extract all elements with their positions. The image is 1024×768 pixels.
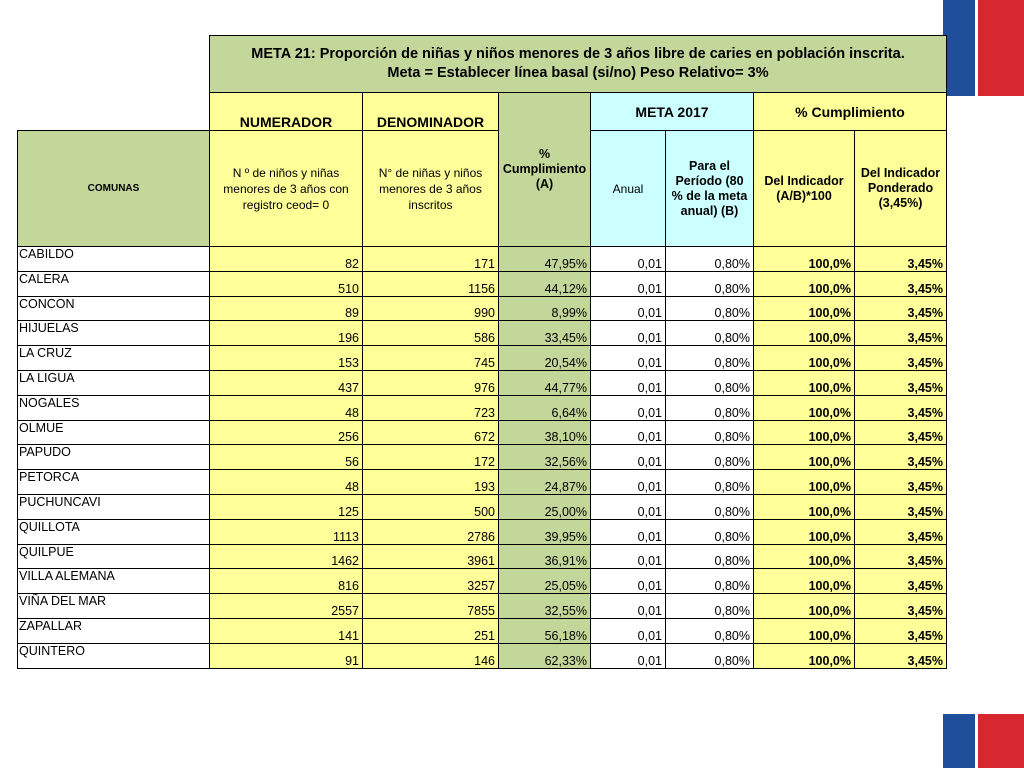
numerador-cell: 196 [210,321,363,346]
anual-cell: 0,01 [591,370,666,395]
cumplimiento-a-cell: 25,05% [499,569,591,594]
periodo-cell: 0,80% [666,247,754,272]
cumplimiento-a-cell: 36,91% [499,544,591,569]
periodo-cell: 0,80% [666,346,754,371]
table-row [18,569,947,594]
ponderado-cell: 3,45% [855,296,947,321]
periodo-cell: 0,80% [666,544,754,569]
ponderado-cell: 3,45% [855,321,947,346]
denominador-cell: 251 [363,618,499,643]
flag-decoration-bottom [943,714,1024,768]
comuna-cell: QUILPUE [18,544,210,569]
cumplimiento-a-cell: 6,64% [499,395,591,420]
numerador-cell: 2557 [210,594,363,619]
denominador-cell: 976 [363,370,499,395]
ponderado-cell: 3,45% [855,519,947,544]
denominador-cell: 672 [363,420,499,445]
del-indicador-cell: 100,0% [754,370,855,395]
comuna-cell: LA LIGUA [18,370,210,395]
denominador-cell: 172 [363,445,499,470]
table-row [18,321,947,346]
ponderado-cell: 3,45% [855,594,947,619]
pct-cumplimiento-header: % Cumplimiento [754,93,947,131]
del-indicador-cell: 100,0% [754,643,855,668]
ponderado-cell: 3,45% [855,643,947,668]
del-indicador-cell: 100,0% [754,247,855,272]
anual-cell: 0,01 [591,618,666,643]
periodo-cell: 0,80% [666,296,754,321]
table-row [18,395,947,420]
numerador-cell: 56 [210,445,363,470]
cumplimiento-a-cell: 33,45% [499,321,591,346]
denominador-cell: 193 [363,470,499,495]
del-indicador-cell: 100,0% [754,271,855,296]
anual-cell: 0,01 [591,321,666,346]
del-indicador-cell: 100,0% [754,494,855,519]
ponderado-cell: 3,45% [855,544,947,569]
numerador-cell: 141 [210,618,363,643]
comunas-header: COMUNAS [18,131,210,247]
cumplimiento-a-cell: 47,95% [499,247,591,272]
table-row [18,370,947,395]
numerador-cell: 510 [210,271,363,296]
comuna-cell: ZAPALLAR [18,618,210,643]
numerador-cell: 82 [210,247,363,272]
del-indicador-cell: 100,0% [754,594,855,619]
comuna-cell: QUINTERO [18,643,210,668]
cumplimiento-a-cell: 8,99% [499,296,591,321]
meta-2017-header: META 2017 [591,93,754,131]
comuna-cell: CONCON [18,296,210,321]
periodo-cell: 0,80% [666,618,754,643]
anual-cell: 0,01 [591,296,666,321]
comuna-cell: LA CRUZ [18,346,210,371]
numerador-cell: 256 [210,420,363,445]
del-indicador-cell: 100,0% [754,445,855,470]
anual-cell: 0,01 [591,544,666,569]
title-line-1: META 21: Proporción de niñas y niños menores de 3 años libre de caries en población inscrita. [251,46,905,62]
anual-cell: 0,01 [591,420,666,445]
periodo-cell: 0,80% [666,271,754,296]
cumplimiento-a-cell: 39,95% [499,519,591,544]
cumplimiento-a-cell: 32,55% [499,594,591,619]
table-row [18,346,947,371]
table-row [18,519,947,544]
table-row [18,618,947,643]
anual-cell: 0,01 [591,470,666,495]
anual-cell: 0,01 [591,346,666,371]
cumplimiento-a-cell: 24,87% [499,470,591,495]
cumplimiento-a-cell: 44,77% [499,370,591,395]
denominador-cell: 723 [363,395,499,420]
ponderado-cell: 3,45% [855,346,947,371]
anual-cell: 0,01 [591,519,666,544]
ponderado-cell: 3,45% [855,494,947,519]
del-indicador-cell: 100,0% [754,544,855,569]
ponderado-cell: 3,45% [855,569,947,594]
ponderado-header: Del Indicador Ponderado (3,45%) [855,131,947,247]
denominador-cell: 3257 [363,569,499,594]
anual-cell: 0,01 [591,643,666,668]
periodo-cell: 0,80% [666,519,754,544]
del-indicador-cell: 100,0% [754,346,855,371]
flag-decoration-top [943,0,1024,96]
del-indicador-cell: 100,0% [754,321,855,346]
title-line-2: Meta = Establecer línea basal (si/no) Peso Relativo= 3% [387,65,769,81]
cumplimiento-a-header: % Cumplimiento (A) [499,93,591,247]
denominador-cell: 990 [363,296,499,321]
del-indicador-cell: 100,0% [754,395,855,420]
table-row [18,247,947,272]
table-row [18,643,947,668]
anual-header: Anual [591,131,666,247]
table-row [18,420,947,445]
periodo-cell: 0,80% [666,569,754,594]
numerador-cell: 48 [210,395,363,420]
comuna-cell: OLMUE [18,420,210,445]
table-row [18,594,947,619]
cumplimiento-a-cell: 44,12% [499,271,591,296]
periodo-cell: 0,80% [666,445,754,470]
anual-cell: 0,01 [591,445,666,470]
comuna-cell: CALERA [18,271,210,296]
del-indicador-cell: 100,0% [754,296,855,321]
denominador-cell: 7855 [363,594,499,619]
ponderado-cell: 3,45% [855,420,947,445]
cumplimiento-a-cell: 32,56% [499,445,591,470]
cumplimiento-a-cell: 25,00% [499,494,591,519]
denominador-header: DENOMINADOR [363,93,499,131]
comuna-cell: VILLA ALEMANA [18,569,210,594]
numerador-cell: 91 [210,643,363,668]
numerador-cell: 153 [210,346,363,371]
table-row [18,470,947,495]
comuna-cell: NOGALES [18,395,210,420]
periodo-cell: 0,80% [666,321,754,346]
denominador-cell: 3961 [363,544,499,569]
ponderado-cell: 3,45% [855,395,947,420]
periodo-header: Para el Período (80 % de la meta anual) (B) [666,131,754,247]
comuna-cell: PETORCA [18,470,210,495]
denominador-description: N° de niñas y niños menores de 3 años inscritos [363,131,499,247]
anual-cell: 0,01 [591,395,666,420]
table-title [210,36,947,93]
ponderado-cell: 3,45% [855,271,947,296]
numerador-description: N º de niños y niñas menores de 3 años con registro ceod= 0 [210,131,363,247]
ponderado-cell: 3,45% [855,445,947,470]
comuna-cell: CABILDO [18,247,210,272]
numerador-cell: 89 [210,296,363,321]
del-indicador-header: Del Indicador (A/B)*100 [754,131,855,247]
periodo-cell: 0,80% [666,470,754,495]
numerador-header: NUMERADOR [210,93,363,131]
denominador-cell: 745 [363,346,499,371]
periodo-cell: 0,80% [666,370,754,395]
table-row [18,296,947,321]
denominador-cell: 2786 [363,519,499,544]
del-indicador-cell: 100,0% [754,470,855,495]
cumplimiento-a-cell: 38,10% [499,420,591,445]
table-row [18,494,947,519]
denominador-cell: 1156 [363,271,499,296]
anual-cell: 0,01 [591,494,666,519]
ponderado-cell: 3,45% [855,370,947,395]
anual-cell: 0,01 [591,594,666,619]
comuna-cell: HIJUELAS [18,321,210,346]
ponderado-cell: 3,45% [855,618,947,643]
meta-21-table [17,35,947,669]
del-indicador-cell: 100,0% [754,519,855,544]
comuna-cell: VIÑA DEL MAR [18,594,210,619]
anual-cell: 0,01 [591,569,666,594]
numerador-cell: 1113 [210,519,363,544]
periodo-cell: 0,80% [666,420,754,445]
cumplimiento-a-cell: 62,33% [499,643,591,668]
numerador-cell: 816 [210,569,363,594]
table-row [18,271,947,296]
table-row [18,445,947,470]
periodo-cell: 0,80% [666,643,754,668]
numerador-cell: 437 [210,370,363,395]
comuna-cell: PAPUDO [18,445,210,470]
del-indicador-cell: 100,0% [754,618,855,643]
cumplimiento-a-cell: 20,54% [499,346,591,371]
numerador-cell: 48 [210,470,363,495]
cumplimiento-a-cell: 56,18% [499,618,591,643]
del-indicador-cell: 100,0% [754,569,855,594]
ponderado-cell: 3,45% [855,247,947,272]
periodo-cell: 0,80% [666,395,754,420]
anual-cell: 0,01 [591,271,666,296]
ponderado-cell: 3,45% [855,470,947,495]
periodo-cell: 0,80% [666,494,754,519]
periodo-cell: 0,80% [666,594,754,619]
table-row [18,544,947,569]
denominador-cell: 586 [363,321,499,346]
comuna-cell: PUCHUNCAVI [18,494,210,519]
anual-cell: 0,01 [591,247,666,272]
denominador-cell: 171 [363,247,499,272]
denominador-cell: 146 [363,643,499,668]
numerador-cell: 1462 [210,544,363,569]
numerador-cell: 125 [210,494,363,519]
denominador-cell: 500 [363,494,499,519]
del-indicador-cell: 100,0% [754,420,855,445]
comuna-cell: QUILLOTA [18,519,210,544]
